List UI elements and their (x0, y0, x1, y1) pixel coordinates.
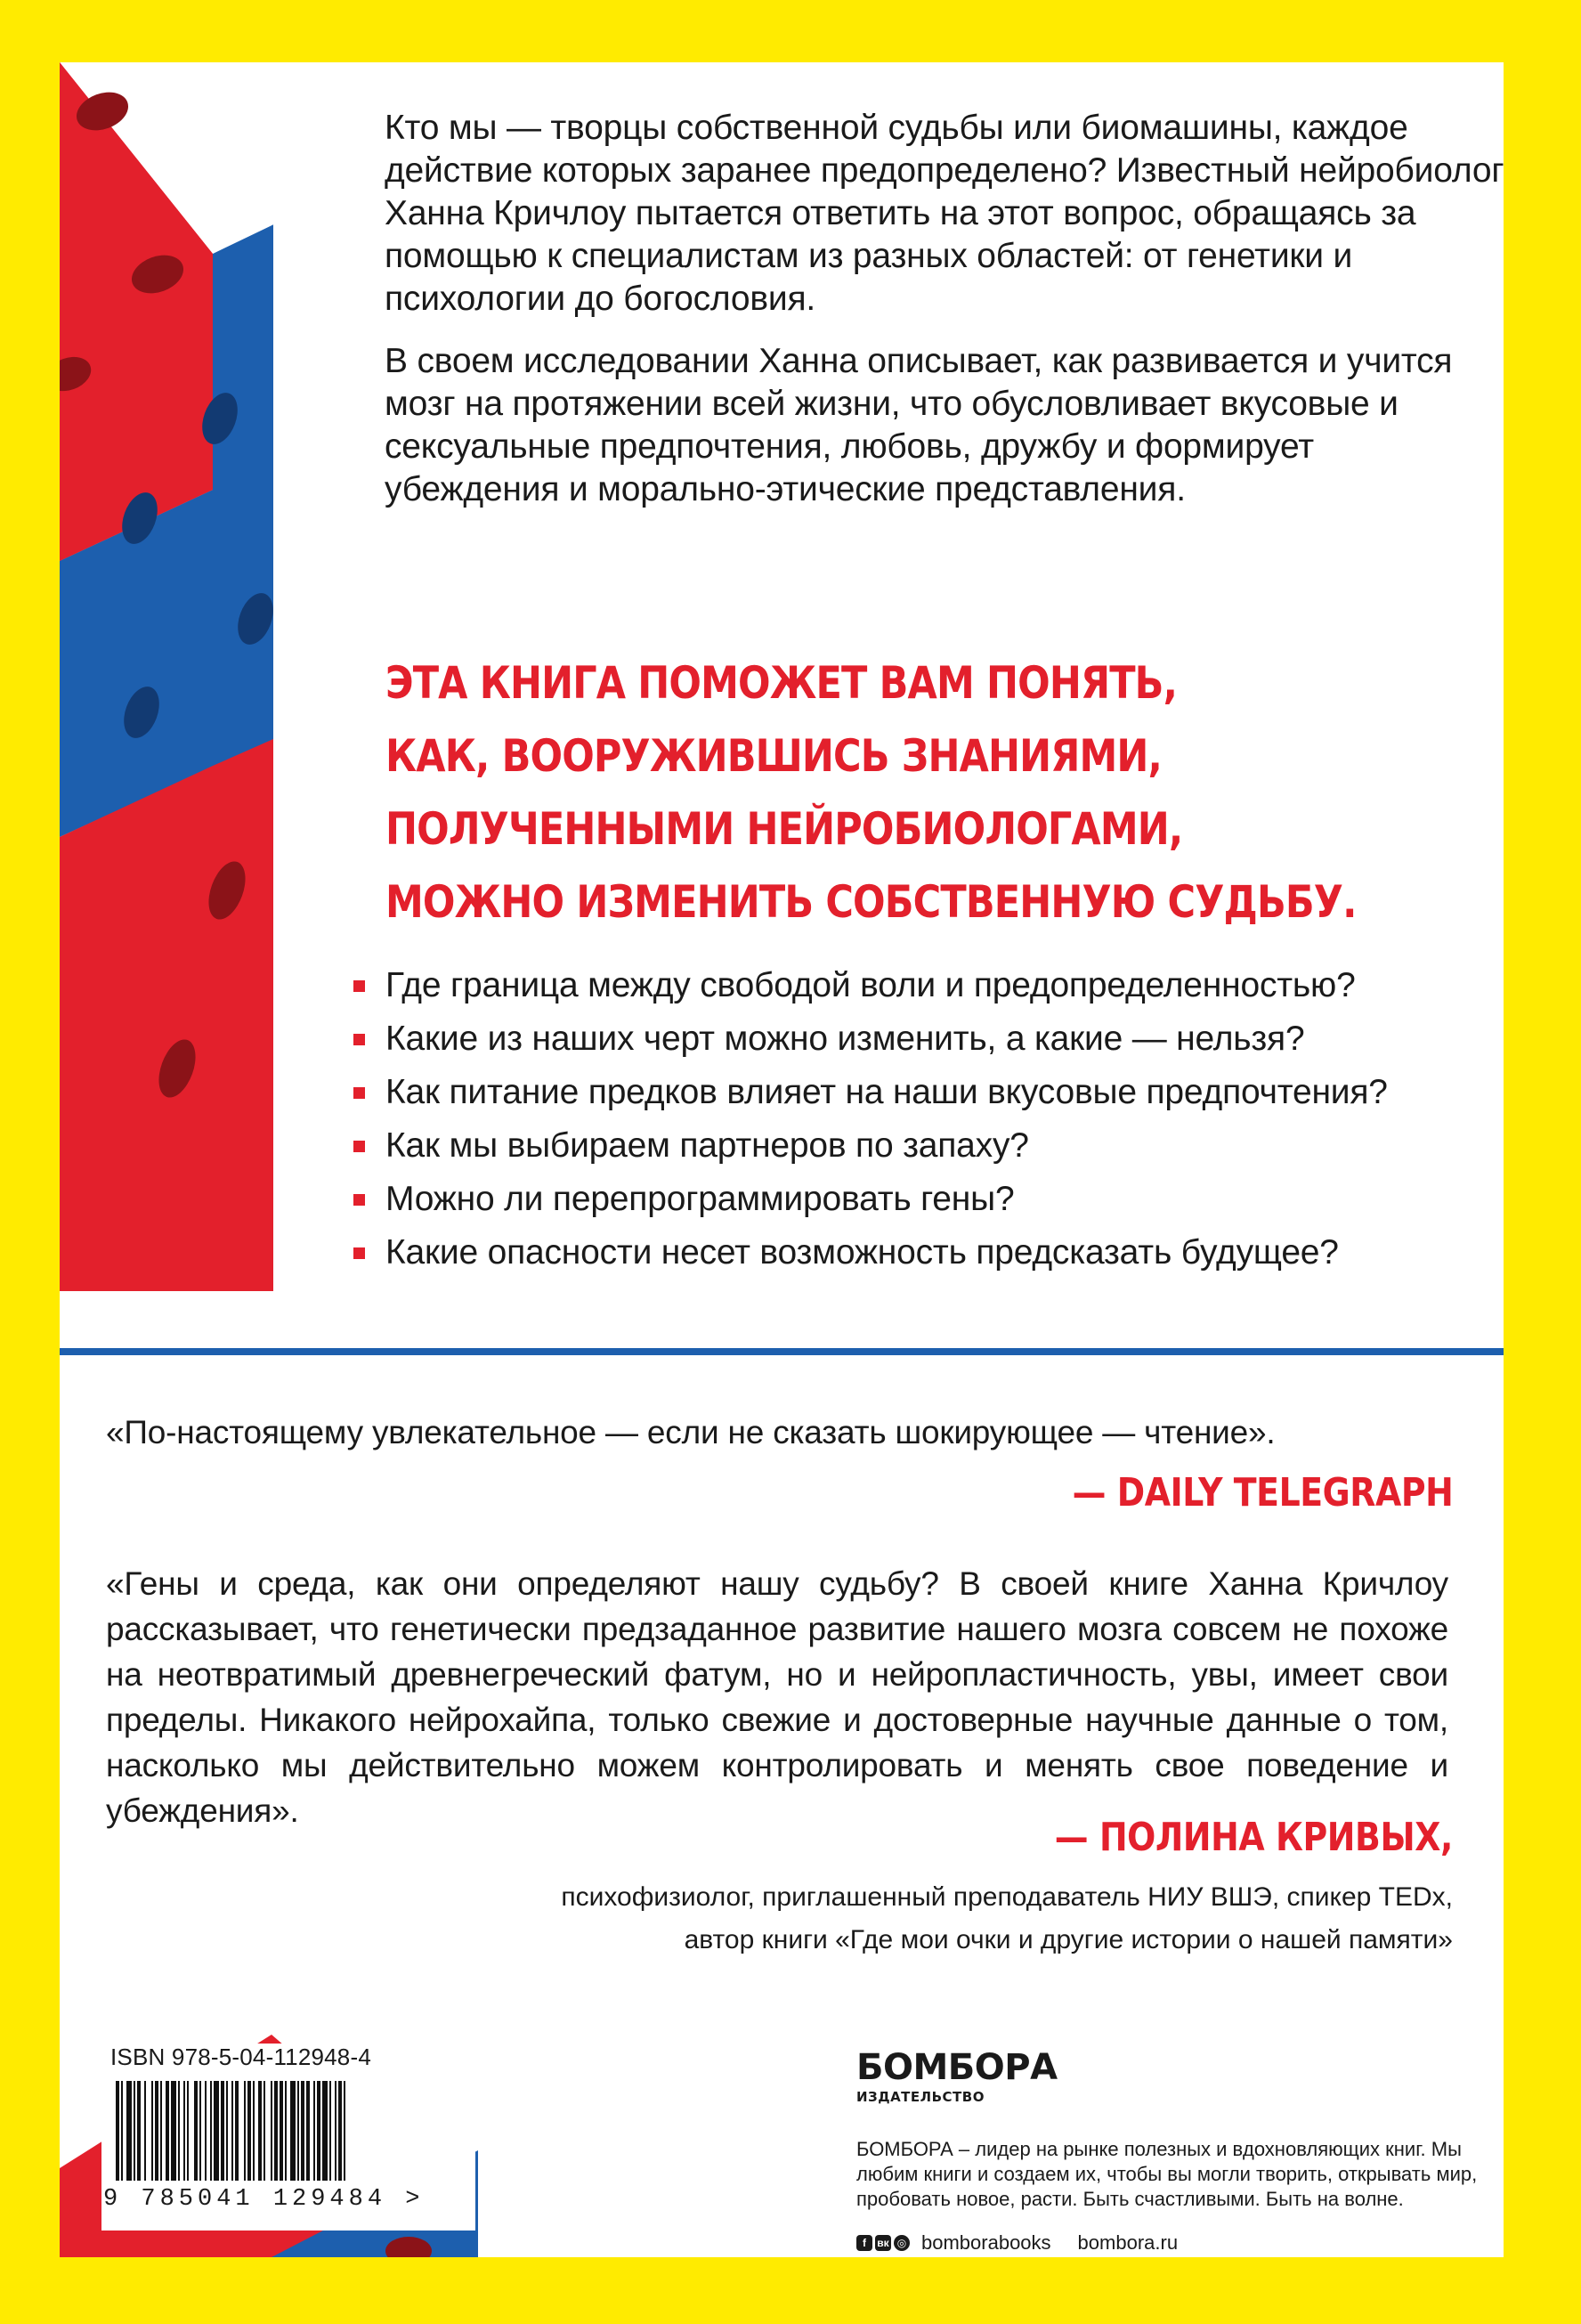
barcode-bar (183, 2081, 185, 2181)
barcode-bar (317, 2081, 320, 2181)
publisher-logo-subtitle: ИЗДАТЕЛЬСТВО (856, 2089, 985, 2105)
review-quote-1: «По-настоящему увлекательное — если не сказать шокирующее — чтение». (106, 1414, 1276, 1450)
barcode-bar (244, 2081, 246, 2181)
list-item: Можно ли перепрограммировать гены? (353, 1173, 1388, 1226)
barcode-bar (199, 2081, 201, 2181)
social-handle[interactable]: bomborabooks (921, 2231, 1051, 2254)
barcode-bar (178, 2081, 180, 2181)
headline-line: КАК, ВООРУЖИВШИСЬ ЗНАНИЯМИ, (385, 730, 1163, 782)
barcode-bar (344, 2081, 345, 2181)
barcode-bar (151, 2081, 153, 2181)
website-link[interactable]: bombora.ru (1077, 2231, 1179, 2254)
intro-paragraph-1: Кто мы — творцы собственной судьбы или биомашины, каждое действие которых заранее предопределено? Известный нейробиолог Ханна Кричлоу пытается ответить на этот вопрос, обращаясь за помощью к специалистам из разных областей: от генетики и психологии до богословия. (385, 109, 1504, 318)
isbn-block (101, 2044, 475, 2231)
barcode-bar (280, 2081, 283, 2181)
red-headline (385, 646, 1357, 939)
barcode-bar (166, 2081, 169, 2181)
barcode-bar (313, 2081, 315, 2181)
review-source-2: — ПОЛИНА КРИВЫХ, (1054, 1815, 1453, 1860)
review-quote-2: «Гены и среда, как они определяют нашу судьбу? В своей книге Ханна Кричлоу рассказывает, что генетически предзаданное развитие нашего мозга совсем не похоже на неотвратимый древнегреческий фатум, но и нейропластичность, увы, имеет свои пределы. Никакого нейрохайпа, только свежие и достоверные научные данные о том, насколько мы действительно можем контролировать и менять свое поведение и убеждения». (106, 1565, 1448, 1829)
barcode-digits: 9 785041 129484 > (103, 2186, 425, 2213)
barcode-bar (171, 2081, 176, 2181)
bullet-square-icon (353, 1087, 365, 1099)
barcode-bar (160, 2081, 162, 2181)
barcode-bar (297, 2081, 299, 2181)
barcode-bar (221, 2081, 224, 2181)
barcode-bar (290, 2081, 296, 2181)
barcode-bar (258, 2081, 262, 2181)
intro-paragraph-2: В своем исследовании Ханна описывает, как развивается и учится мозг на протяжении всей жизни, что обусловливает вкусовые и сексуальные предпочтения, любовь, дружбу и формирует убеждения и морально-этические представления. (385, 342, 1453, 508)
barcode-bar (285, 2081, 287, 2181)
list-item: Как мы выбираем партнеров по запаху? (353, 1119, 1388, 1173)
barcode-bar (301, 2081, 304, 2181)
section-divider (60, 1348, 1504, 1355)
bullet-square-icon (353, 1141, 365, 1152)
white-panel (60, 62, 1504, 2257)
barcode-bar (274, 2081, 278, 2181)
barcode-bar (155, 2081, 158, 2181)
publisher-block (856, 2048, 1480, 2255)
bullet-square-icon (353, 980, 365, 992)
barcode-bar (137, 2081, 141, 2181)
barcode-bar (231, 2081, 233, 2181)
headline-line: МОЖНО ИЗМЕНИТЬ СОБСТВЕННУЮ СУДЬБУ. (385, 876, 1357, 928)
barcode-bar (187, 2081, 189, 2181)
question-list (353, 959, 1388, 1280)
headline-line: ЭТА КНИГА ПОМОЖЕТ ВАМ ПОНЯТЬ, (385, 657, 1178, 709)
barcode-bar (144, 2081, 146, 2181)
barcode-bar (134, 2081, 135, 2181)
credit-line: психофизиолог, приглашенный преподаватель НИУ ВШЭ, спикер TEDx, (561, 1882, 1453, 1912)
barcode-bar (205, 2081, 207, 2181)
list-item: Где граница между свободой воли и предопределенностью? (353, 959, 1388, 1012)
vk-icon[interactable]: вк (875, 2235, 891, 2251)
credit-line: автор книги «Где мои очки и другие истории о нашей памяти» (684, 1925, 1453, 1954)
barcode-bar (214, 2081, 219, 2181)
bullet-square-icon (353, 1194, 365, 1206)
intro-text (385, 107, 1504, 531)
list-item: Какие опасности несет возможность предсказать будущее? (353, 1226, 1388, 1280)
barcode-bar (116, 2081, 119, 2181)
barcode-bar (210, 2081, 212, 2181)
dice-red-side (60, 62, 213, 561)
bullet-square-icon (353, 1034, 365, 1045)
headline-line: ПОЛУЧЕННЫМИ НЕЙРОБИОЛОГАМИ, (385, 803, 1183, 855)
publisher-description: БОМБОРА – лидер на рынке полезных и вдохновляющих книг. Мы любим книги и создаем их, чтобы вы могли творить, открывать мир, пробовать новое, расти. Быть счастливыми. Быть на волне. (856, 2138, 1478, 2210)
barcode-bar (226, 2081, 228, 2181)
barcode-bar (235, 2081, 239, 2181)
barcode-bar (271, 2081, 272, 2181)
barcode-bar (338, 2081, 342, 2181)
barcode-bar (264, 2081, 265, 2181)
barcode-bar (126, 2081, 132, 2181)
barcode-bar (306, 2081, 310, 2181)
barcode-bar (194, 2081, 198, 2181)
barcode-bar (253, 2081, 255, 2181)
list-item: Как питание предков влияет на наши вкусовые предпочтения? (353, 1066, 1388, 1119)
barcode-bar (335, 2081, 336, 2181)
barcode-bar (329, 2081, 331, 2181)
isbn-label: ISBN 978-5-04-112948-4 (110, 2044, 371, 2070)
review-source-2-credit (207, 1876, 1453, 1962)
publisher-logo: БОМБОРА (856, 2047, 1058, 2088)
barcode (110, 2081, 466, 2188)
bullet-square-icon (353, 1247, 365, 1259)
list-item: Какие из наших черт можно изменить, а какие — нельзя? (353, 1012, 1388, 1066)
barcode-bar (247, 2081, 251, 2181)
facebook-icon[interactable]: f (856, 2235, 872, 2251)
barcode-bar (121, 2081, 123, 2181)
review-source-1: — DAILY TELEGRAPH (1072, 1470, 1453, 1515)
instagram-icon[interactable]: ◎ (894, 2235, 910, 2251)
dice-illustration (60, 62, 273, 1291)
barcode-bar (322, 2081, 328, 2181)
publisher-contacts (856, 2231, 1480, 2255)
